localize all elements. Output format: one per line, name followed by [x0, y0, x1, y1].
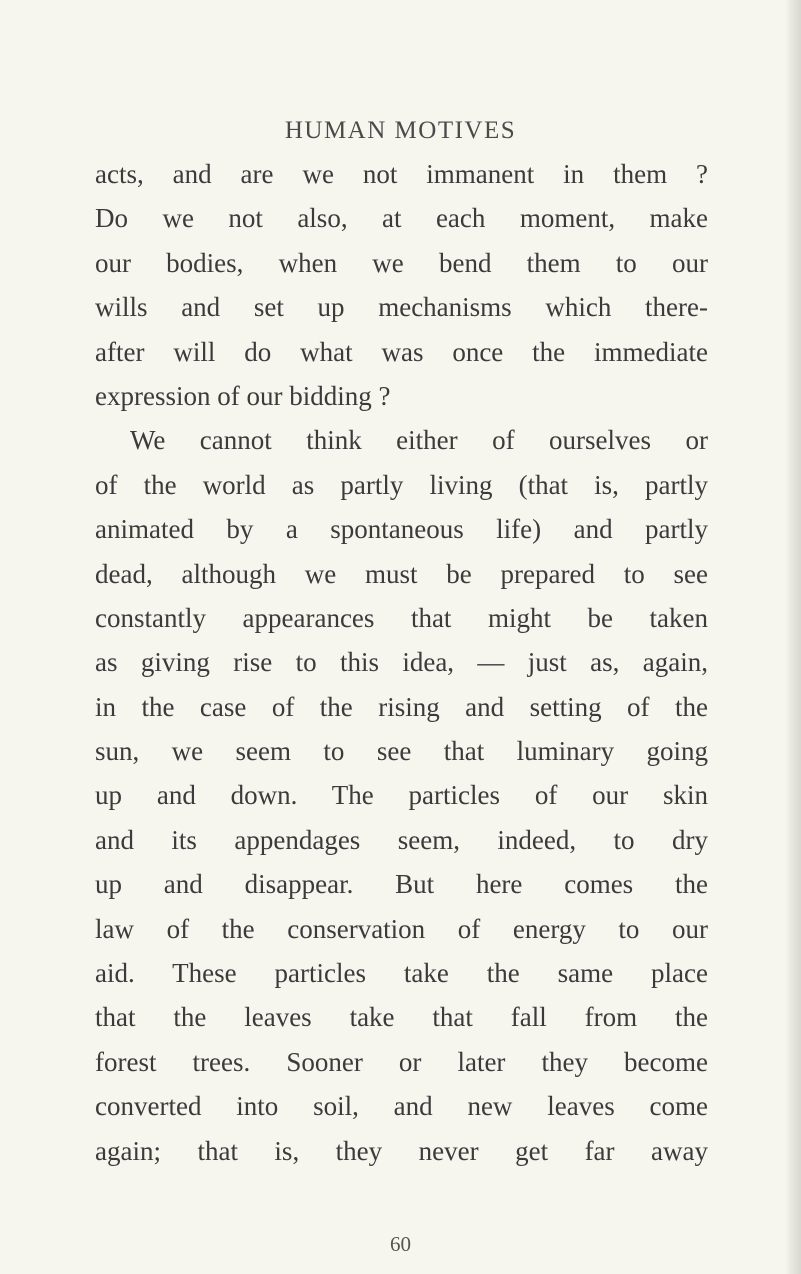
text-line: in the case of the rising and setting of the	[95, 691, 708, 722]
text-line: sun, we seem to see that luminary going	[95, 736, 708, 767]
text-line: up and down. The particles of our skin	[95, 780, 708, 811]
text-line: Do we not also, at each moment, make	[95, 203, 708, 234]
text-line: as giving rise to this idea, — just as, again,	[95, 647, 708, 678]
text-line: We cannot think either of ourselves or	[130, 425, 708, 456]
text-line: constantly appearances that might be taken	[95, 602, 708, 633]
text-line: animated by a spontaneous life) and partly	[95, 514, 708, 545]
text-line: wills and set up mechanisms which there-	[95, 292, 708, 323]
text-line: expression of our bidding ?	[95, 380, 391, 411]
page-number: 60	[390, 1232, 411, 1256]
text-line: dead, although we must be prepared to see	[95, 558, 708, 589]
text-line: law of the conservation of energy to our	[95, 913, 708, 944]
running-head: HUMAN MOTIVES	[284, 117, 517, 144]
text-line: acts, and are we not immanent in them ?	[95, 159, 708, 189]
text-line: forest trees. Sooner or later they become	[95, 1046, 708, 1077]
text-line: again; that is, they never get far away	[95, 1135, 708, 1166]
text-line: after will do what was once the immediate	[95, 336, 708, 367]
text-line: of the world as partly living (that is, partly	[95, 469, 708, 500]
text-line: converted into soil, and new leaves come	[95, 1091, 708, 1122]
text-line: and its appendages seem, indeed, to dry	[95, 824, 708, 855]
page-edge-shadow	[785, 0, 801, 1274]
text-line: that the leaves take that fall from the	[95, 1002, 708, 1033]
body-text	[95, 152, 708, 1173]
text-line: up and disappear. But here comes the	[95, 869, 708, 900]
text-line: our bodies, when we bend them to our	[95, 247, 708, 278]
text-line: aid. These particles take the same place	[95, 958, 708, 989]
